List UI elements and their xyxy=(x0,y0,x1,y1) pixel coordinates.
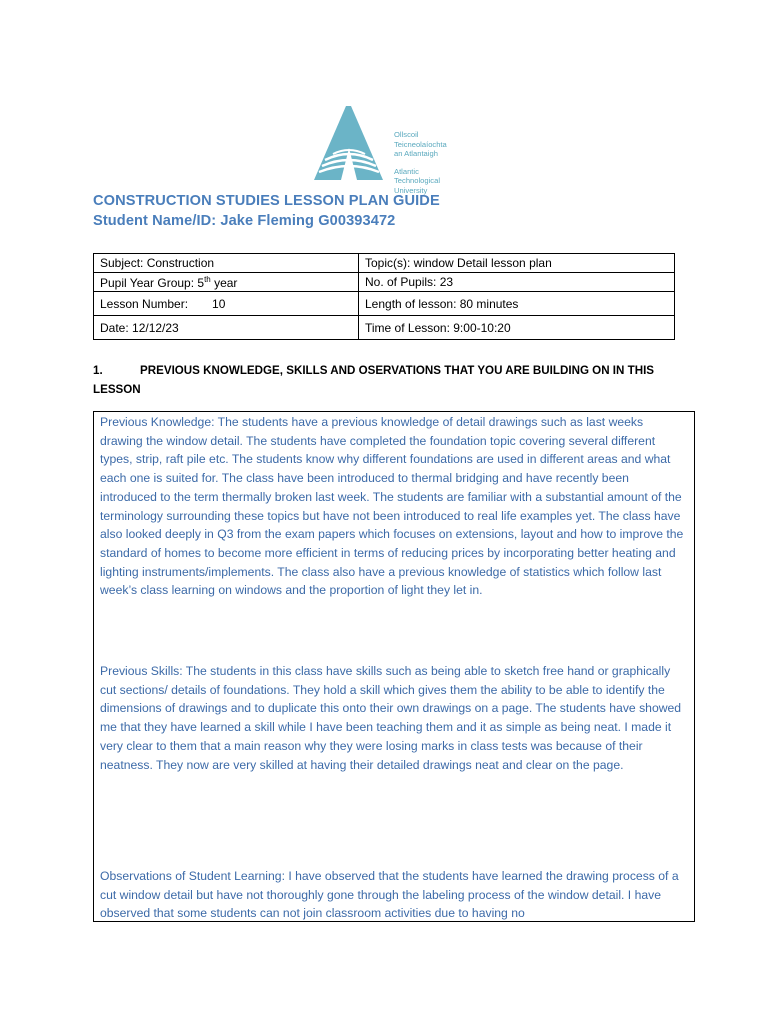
subject-cell: Subject: Construction xyxy=(94,254,359,273)
document-title: CONSTRUCTION STUDIES LESSON PLAN GUIDE xyxy=(93,193,440,209)
university-logo xyxy=(305,88,465,195)
lesson-number-cell xyxy=(94,292,359,316)
student-name-id: Student Name/ID: Jake Fleming G00393472 xyxy=(93,213,396,229)
table-row xyxy=(94,292,675,316)
previous-knowledge-box xyxy=(93,411,695,922)
previous-knowledge-text: Previous Knowledge: The students have a previous knowledge of detail drawings such as last weeks drawing the window detail. The students have completed the foundation topic covering several different types, strip, raft pile etc. The students know why different foundations are used in different areas and what each one is suited for. The class have been introduced to thermal bridging and have recently been introduced to the term thermally broken last week. The students are familiar with a substantial amount of the terminology surrounding these topics but have not been introduced to real life examples yet. The class have also looked deeply in Q3 from the exam papers which focuses on extensions, layout and how to improve the standard of homes to become more efficient in terms of reducing prices by incorporating better heating and lighting instruments/implements. The class also have a previous knowledge of statistics which follow last week’s class learning on windows and the proportion of light they let in. xyxy=(100,415,684,598)
observations-text: Observations of Student Learning: I have observed that the students have learned the drawing process of a cut window detail but have not thoroughly gone through the labeling process of the window detail. I have observed that some students can not join classroom activities due to having no xyxy=(100,869,679,921)
lesson-info-table xyxy=(93,253,675,340)
section-heading-line-2: LESSON xyxy=(93,383,141,396)
logo-english-line-1: Atlantic xyxy=(394,166,419,176)
logo-irish-line-3: an Atlantaigh xyxy=(394,149,438,159)
year-group-suffix: year xyxy=(210,275,238,290)
lesson-number-value: 10 xyxy=(212,296,226,311)
section-1-heading xyxy=(93,361,673,399)
logo-english-line-3: University xyxy=(394,185,428,195)
year-group-sup: th xyxy=(204,274,211,284)
logo-english-line-2: Technological xyxy=(394,176,441,186)
section-number: 1. xyxy=(93,364,103,377)
length-cell: Length of lesson: 80 minutes xyxy=(359,292,675,316)
logo-irish-line-1: Ollscoil xyxy=(394,130,419,139)
table-row xyxy=(94,254,675,273)
time-cell: Time of Lesson: 9:00-10:20 xyxy=(359,316,675,340)
previous-skills-text: Previous Skills: The students in this class have skills such as being able to sketch free hand or graphically cut sections/ details of foundations. They hold a skill which gives them the ability to be able to identify the dimensions of drawings and to duplicate this onto their own drawings on a page. The students have showed me that they have learned a skill while I have been teaching them and it as simple as being neat. I made it very clear to them that a main reason why they were losing marks in class tests was because of their neatness. They now are very skilled at having their detailed drawings neat and clear on the page. xyxy=(100,664,682,772)
logo-irish-line-2: Teicneolaíochta xyxy=(394,139,447,149)
topic-cell: Topic(s): window Detail lesson plan xyxy=(359,254,675,273)
section-heading-line-1: PREVIOUS KNOWLEDGE, SKILLS AND OSERVATIONS THAT YOU ARE BUILDING ON IN THIS xyxy=(140,364,655,377)
year-group-cell xyxy=(94,273,359,292)
table-row xyxy=(94,273,675,292)
pupils-cell: No. of Pupils: 23 xyxy=(359,273,675,292)
year-group-prefix: Pupil Year Group: 5 xyxy=(100,275,205,290)
atu-logo-icon xyxy=(305,88,395,190)
lesson-number-label: Lesson Number: xyxy=(100,296,189,311)
table-row xyxy=(94,316,675,340)
date-cell: Date: 12/12/23 xyxy=(94,316,359,340)
